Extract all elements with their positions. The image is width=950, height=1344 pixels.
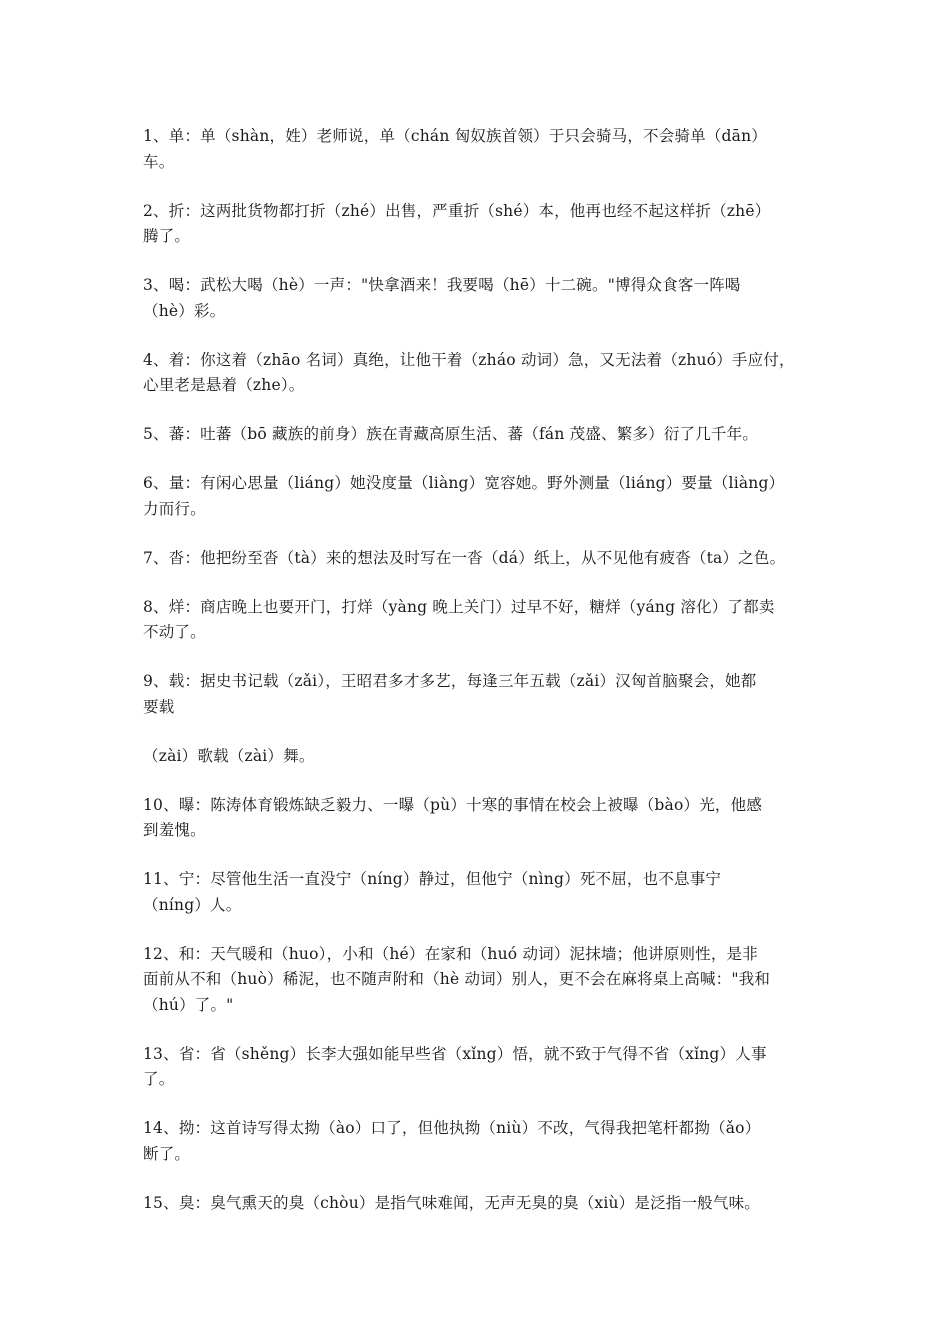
entry-line: 心里老是悬着（zhe）。 <box>143 376 305 394</box>
entry-line: 8、烊：商店晚上也要开门，打烊（yàng 晚上关门）过早不好，糖烊（yáng 溶化）了都卖 <box>143 597 775 616</box>
entry-line: 3、喝：武松大喝（hè）一声："快拿酒来！我要喝（hē）十二碗。"博得众食客一阵喝 <box>143 276 741 294</box>
entry-line: 不动了。 <box>143 623 206 641</box>
polyphone-entry <box>143 1191 823 1217</box>
polyphone-entry <box>143 942 823 1019</box>
entry-line: （zài）歌载（zài）舞。 <box>143 746 315 765</box>
polyphone-entry <box>143 546 823 572</box>
entry-line: 2、折：这两批货物都打折（zhé）出售，严重折（shé）本，他再也经不起这样折（zhē） <box>143 201 771 220</box>
entry-line: 力而行。 <box>143 499 206 518</box>
entry-line: 11、宁：尽管他生活一直没宁（níng）静过，但他宁（nìng）死不屈，也不息事宁 <box>143 870 722 888</box>
polyphone-entry <box>143 595 823 646</box>
entry-line: 14、拗：这首诗写得太拗（ào）口了，但他执拗（niù）不改，气得我把笔杆都拗（ǎo） <box>143 1119 761 1137</box>
entry-line: 15、臭：臭气熏天的臭（chòu）是指气味难闻，无声无臭的臭（xiù）是泛指一般气味。 <box>143 1193 760 1212</box>
entry-line: 10、曝：陈涛体育锻炼缺乏毅力、一曝（pù）十寒的事情在校会上被曝（bào）光，他感 <box>143 795 763 814</box>
entry-line: 断了。 <box>143 1144 191 1163</box>
polyphone-entry <box>143 867 823 918</box>
entry-line: 4、着：你这着（zhāo 名词）真绝，让他干着（zháo 动词）急，又无法着（zhuó）手应付， <box>143 350 795 369</box>
polyphone-entry <box>143 1116 823 1167</box>
entry-line: （hè）彩。 <box>143 301 226 320</box>
entry-line: （níng）人。 <box>143 895 242 914</box>
polyphone-entry <box>143 793 823 844</box>
entry-line: 面前从不和（huò）稀泥，也不随声附和（hè 动词）别人，更不会在麻将桌上高喊："我和 <box>143 970 771 988</box>
entry-line: 1、单：单（shàn，姓）老师说，单（chán 匈奴族首领）于只会骑马，不会骑单（dān） <box>143 127 767 145</box>
entry-line: 13、省：省（shěng）长李大强如能早些省（xǐng）悟，就不致于气得不省（xǐng）人事 <box>143 1044 767 1063</box>
polyphone-entry <box>143 199 823 250</box>
entry-line: 9、载：据史书记载（zǎi），王昭君多才多艺，每逢三年五载（zǎi）汉匈首脑聚会，她都 <box>143 672 757 690</box>
entry-line: 6、量：有闲心思量（liáng）她没度量（liàng）宽容她。野外测量（liáng）要量（liàng） <box>143 474 785 492</box>
entry-line: 腾了。 <box>143 227 191 245</box>
polyphone-entry <box>143 348 823 399</box>
polyphone-entry <box>143 1042 823 1093</box>
entry-line: 了。 <box>143 1070 175 1088</box>
document-body <box>143 124 823 1240</box>
entry-line: 7、沓：他把纷至沓（tà）来的想法及时写在一沓（dá）纸上，从不见他有疲沓（ta）之色。 <box>143 548 786 567</box>
entry-line: 5、蕃：吐蕃（bō 藏族的前身）族在青藏高原生活、蕃（fán 茂盛、繁多）衍了几千年。 <box>143 425 759 443</box>
polyphone-entry <box>143 124 823 175</box>
entry-line: 要载 <box>143 697 175 716</box>
polyphone-entry <box>143 669 823 720</box>
polyphone-entry <box>143 471 823 522</box>
entry-line: 车。 <box>143 152 175 171</box>
entry-line: 12、和：天气暖和（huo），小和（hé）在家和（huó 动词）泥抹墙；他讲原则性，是非 <box>143 944 758 963</box>
entry-line: （hú）了。" <box>143 995 234 1014</box>
polyphone-entry <box>143 422 823 448</box>
polyphone-entry <box>143 744 823 770</box>
polyphone-entry <box>143 273 823 324</box>
entry-line: 到羞愧。 <box>143 821 206 839</box>
